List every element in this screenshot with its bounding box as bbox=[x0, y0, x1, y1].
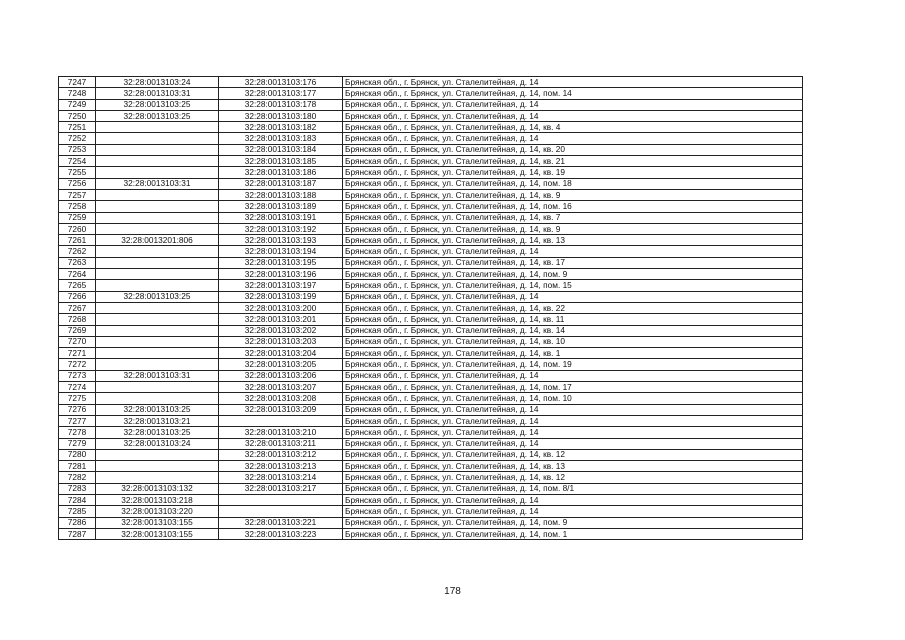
table-row bbox=[59, 438, 803, 449]
parcel-cadastral-cell bbox=[96, 472, 219, 483]
table-row bbox=[59, 189, 803, 200]
parcel-cadastral-cell bbox=[96, 156, 219, 167]
parcel-cadastral-cell bbox=[96, 269, 219, 280]
object-cadastral-cell: 32:28:0013103:204 bbox=[219, 348, 343, 359]
address-cell: Брянская обл., г. Брянск, ул. Сталелитейная, д. 14 bbox=[343, 506, 803, 517]
object-cadastral-cell: 32:28:0013103:196 bbox=[219, 269, 343, 280]
row-number-cell: 7249 bbox=[59, 99, 96, 110]
table-row bbox=[59, 472, 803, 483]
row-number-cell: 7279 bbox=[59, 438, 96, 449]
address-cell: Брянская обл., г. Брянск, ул. Сталелитейная, д. 14, кв. 7 bbox=[343, 212, 803, 223]
address-cell: Брянская обл., г. Брянск, ул. Сталелитейная, д. 14, пом. 9 bbox=[343, 517, 803, 528]
address-cell: Брянская обл., г. Брянск, ул. Сталелитейная, д. 14, кв. 17 bbox=[343, 257, 803, 268]
address-cell: Брянская обл., г. Брянск, ул. Сталелитейная, д. 14 bbox=[343, 415, 803, 426]
object-cadastral-cell: 32:28:0013103:191 bbox=[219, 212, 343, 223]
row-number-cell: 7263 bbox=[59, 257, 96, 268]
object-cadastral-cell: 32:28:0013103:195 bbox=[219, 257, 343, 268]
address-cell: Брянская обл., г. Брянск, ул. Сталелитейная, д. 14, пом. 9 bbox=[343, 269, 803, 280]
address-cell: Брянская обл., г. Брянск, ул. Сталелитейная, д. 14, кв. 13 bbox=[343, 235, 803, 246]
parcel-cadastral-cell: 32:28:0013103:31 bbox=[96, 178, 219, 189]
row-number-cell: 7264 bbox=[59, 269, 96, 280]
table-row bbox=[59, 156, 803, 167]
row-number-cell: 7276 bbox=[59, 404, 96, 415]
object-cadastral-cell: 32:28:0013103:199 bbox=[219, 291, 343, 302]
object-cadastral-cell bbox=[219, 415, 343, 426]
address-cell: Брянская обл., г. Брянск, ул. Сталелитейная, д. 14, кв. 12 bbox=[343, 449, 803, 460]
address-cell: Брянская обл., г. Брянск, ул. Сталелитейная, д. 14, кв. 20 bbox=[343, 144, 803, 155]
object-cadastral-cell bbox=[219, 494, 343, 505]
row-number-cell: 7273 bbox=[59, 370, 96, 381]
object-cadastral-cell: 32:28:0013103:176 bbox=[219, 77, 343, 88]
row-number-cell: 7258 bbox=[59, 201, 96, 212]
parcel-cadastral-cell: 32:28:0013103:218 bbox=[96, 494, 219, 505]
row-number-cell: 7261 bbox=[59, 235, 96, 246]
table-row bbox=[59, 506, 803, 517]
address-cell: Брянская обл., г. Брянск, ул. Сталелитейная, д. 14 bbox=[343, 133, 803, 144]
table-row bbox=[59, 404, 803, 415]
table-row bbox=[59, 382, 803, 393]
address-cell: Брянская обл., г. Брянск, ул. Сталелитейная, д. 14 bbox=[343, 404, 803, 415]
row-number-cell: 7285 bbox=[59, 506, 96, 517]
row-number-cell: 7250 bbox=[59, 110, 96, 121]
page-number: 178 bbox=[444, 586, 461, 597]
object-cadastral-cell: 32:28:0013103:202 bbox=[219, 325, 343, 336]
object-cadastral-cell: 32:28:0013103:214 bbox=[219, 472, 343, 483]
address-cell: Брянская обл., г. Брянск, ул. Сталелитейная, д. 14 bbox=[343, 438, 803, 449]
address-cell: Брянская обл., г. Брянск, ул. Сталелитейная, д. 14 bbox=[343, 291, 803, 302]
object-cadastral-cell: 32:28:0013103:203 bbox=[219, 336, 343, 347]
table-row bbox=[59, 461, 803, 472]
address-cell: Брянская обл., г. Брянск, ул. Сталелитейная, д. 14 bbox=[343, 494, 803, 505]
object-cadastral-cell: 32:28:0013103:194 bbox=[219, 246, 343, 257]
table-row bbox=[59, 88, 803, 99]
row-number-cell: 7265 bbox=[59, 280, 96, 291]
row-number-cell: 7251 bbox=[59, 122, 96, 133]
address-cell: Брянская обл., г. Брянск, ул. Сталелитейная, д. 14, кв. 13 bbox=[343, 461, 803, 472]
address-cell: Брянская обл., г. Брянск, ул. Сталелитейная, д. 14 bbox=[343, 370, 803, 381]
parcel-cadastral-cell bbox=[96, 223, 219, 234]
object-cadastral-cell bbox=[219, 506, 343, 517]
table-row bbox=[59, 336, 803, 347]
object-cadastral-cell: 32:28:0013103:209 bbox=[219, 404, 343, 415]
parcel-cadastral-cell: 32:28:0013103:132 bbox=[96, 483, 219, 494]
parcel-cadastral-cell bbox=[96, 133, 219, 144]
row-number-cell: 7254 bbox=[59, 156, 96, 167]
row-number-cell: 7284 bbox=[59, 494, 96, 505]
parcel-cadastral-cell: 32:28:0013103:155 bbox=[96, 528, 219, 539]
parcel-cadastral-cell bbox=[96, 167, 219, 178]
object-cadastral-cell: 32:28:0013103:205 bbox=[219, 359, 343, 370]
parcel-cadastral-cell bbox=[96, 280, 219, 291]
object-cadastral-cell: 32:28:0013103:178 bbox=[219, 99, 343, 110]
row-number-cell: 7281 bbox=[59, 461, 96, 472]
address-cell: Брянская обл., г. Брянск, ул. Сталелитейная, д. 14, пом. 10 bbox=[343, 393, 803, 404]
table-row bbox=[59, 99, 803, 110]
address-cell: Брянская обл., г. Брянск, ул. Сталелитейная, д. 14, кв. 22 bbox=[343, 302, 803, 313]
parcel-cadastral-cell bbox=[96, 348, 219, 359]
object-cadastral-cell: 32:28:0013103:208 bbox=[219, 393, 343, 404]
parcel-cadastral-cell bbox=[96, 257, 219, 268]
table-row bbox=[59, 201, 803, 212]
table-row bbox=[59, 517, 803, 528]
address-cell: Брянская обл., г. Брянск, ул. Сталелитейная, д. 14, пом. 18 bbox=[343, 178, 803, 189]
table-row bbox=[59, 133, 803, 144]
object-cadastral-cell: 32:28:0013103:223 bbox=[219, 528, 343, 539]
address-cell: Брянская обл., г. Брянск, ул. Сталелитейная, д. 14, кв. 9 bbox=[343, 189, 803, 200]
address-cell: Брянская обл., г. Брянск, ул. Сталелитейная, д. 14, кв. 21 bbox=[343, 156, 803, 167]
table-row bbox=[59, 212, 803, 223]
parcel-cadastral-cell bbox=[96, 144, 219, 155]
table-row bbox=[59, 302, 803, 313]
table-row bbox=[59, 325, 803, 336]
parcel-cadastral-cell: 32:28:0013103:24 bbox=[96, 438, 219, 449]
address-cell: Брянская обл., г. Брянск, ул. Сталелитейная, д. 14, пом. 1 bbox=[343, 528, 803, 539]
object-cadastral-cell: 32:28:0013103:206 bbox=[219, 370, 343, 381]
table-row bbox=[59, 77, 803, 88]
object-cadastral-cell: 32:28:0013103:189 bbox=[219, 201, 343, 212]
address-cell: Брянская обл., г. Брянск, ул. Сталелитейная, д. 14, пом. 16 bbox=[343, 201, 803, 212]
object-cadastral-cell: 32:28:0013103:200 bbox=[219, 302, 343, 313]
table-row bbox=[59, 348, 803, 359]
row-number-cell: 7269 bbox=[59, 325, 96, 336]
parcel-cadastral-cell bbox=[96, 212, 219, 223]
row-number-cell: 7248 bbox=[59, 88, 96, 99]
address-cell: Брянская обл., г. Брянск, ул. Сталелитейная, д. 14, пом. 17 bbox=[343, 382, 803, 393]
row-number-cell: 7252 bbox=[59, 133, 96, 144]
address-cell: Брянская обл., г. Брянск, ул. Сталелитейная, д. 14, кв. 11 bbox=[343, 314, 803, 325]
address-cell: Брянская обл., г. Брянск, ул. Сталелитейная, д. 14 bbox=[343, 427, 803, 438]
table-row bbox=[59, 280, 803, 291]
object-cadastral-cell: 32:28:0013103:192 bbox=[219, 223, 343, 234]
parcel-cadastral-cell: 32:28:0013103:220 bbox=[96, 506, 219, 517]
parcel-cadastral-cell: 32:28:0013103:25 bbox=[96, 110, 219, 121]
parcel-cadastral-cell bbox=[96, 461, 219, 472]
row-number-cell: 7260 bbox=[59, 223, 96, 234]
table-row bbox=[59, 235, 803, 246]
parcel-cadastral-cell bbox=[96, 325, 219, 336]
row-number-cell: 7266 bbox=[59, 291, 96, 302]
parcel-cadastral-cell: 32:28:0013103:25 bbox=[96, 404, 219, 415]
table-row bbox=[59, 370, 803, 381]
parcel-cadastral-cell: 32:28:0013103:25 bbox=[96, 427, 219, 438]
parcel-cadastral-cell: 32:28:0013103:155 bbox=[96, 517, 219, 528]
row-number-cell: 7271 bbox=[59, 348, 96, 359]
parcel-cadastral-cell: 32:28:0013103:31 bbox=[96, 88, 219, 99]
address-cell: Брянская обл., г. Брянск, ул. Сталелитейная, д. 14, кв. 14 bbox=[343, 325, 803, 336]
parcel-cadastral-cell: 32:28:0013201:806 bbox=[96, 235, 219, 246]
parcel-cadastral-cell bbox=[96, 122, 219, 133]
parcel-cadastral-cell bbox=[96, 246, 219, 257]
object-cadastral-cell: 32:28:0013103:182 bbox=[219, 122, 343, 133]
address-cell: Брянская обл., г. Брянск, ул. Сталелитейная, д. 14 bbox=[343, 246, 803, 257]
address-cell: Брянская обл., г. Брянск, ул. Сталелитейная, д. 14, кв. 1 bbox=[343, 348, 803, 359]
row-number-cell: 7267 bbox=[59, 302, 96, 313]
row-number-cell: 7256 bbox=[59, 178, 96, 189]
address-cell: Брянская обл., г. Брянск, ул. Сталелитейная, д. 14, кв. 10 bbox=[343, 336, 803, 347]
row-number-cell: 7274 bbox=[59, 382, 96, 393]
object-cadastral-cell: 32:28:0013103:183 bbox=[219, 133, 343, 144]
row-number-cell: 7278 bbox=[59, 427, 96, 438]
row-number-cell: 7253 bbox=[59, 144, 96, 155]
object-cadastral-cell: 32:28:0013103:201 bbox=[219, 314, 343, 325]
address-cell: Брянская обл., г. Брянск, ул. Сталелитейная, д. 14, пом. 8/1 bbox=[343, 483, 803, 494]
table-row bbox=[59, 178, 803, 189]
object-cadastral-cell: 32:28:0013103:207 bbox=[219, 382, 343, 393]
address-cell: Брянская обл., г. Брянск, ул. Сталелитейная, д. 14 bbox=[343, 110, 803, 121]
address-cell: Брянская обл., г. Брянск, ул. Сталелитейная, д. 14, кв. 19 bbox=[343, 167, 803, 178]
object-cadastral-cell: 32:28:0013103:177 bbox=[219, 88, 343, 99]
parcel-cadastral-cell bbox=[96, 359, 219, 370]
parcel-cadastral-cell bbox=[96, 336, 219, 347]
object-cadastral-cell: 32:28:0013103:221 bbox=[219, 517, 343, 528]
object-cadastral-cell: 32:28:0013103:180 bbox=[219, 110, 343, 121]
row-number-cell: 7255 bbox=[59, 167, 96, 178]
parcel-cadastral-cell bbox=[96, 302, 219, 313]
parcel-cadastral-cell: 32:28:0013103:25 bbox=[96, 291, 219, 302]
table-row bbox=[59, 415, 803, 426]
row-number-cell: 7259 bbox=[59, 212, 96, 223]
address-cell: Брянская обл., г. Брянск, ул. Сталелитейная, д. 14, пом. 19 bbox=[343, 359, 803, 370]
row-number-cell: 7268 bbox=[59, 314, 96, 325]
object-cadastral-cell: 32:28:0013103:217 bbox=[219, 483, 343, 494]
table-row bbox=[59, 246, 803, 257]
parcel-cadastral-cell: 32:28:0013103:24 bbox=[96, 77, 219, 88]
row-number-cell: 7277 bbox=[59, 415, 96, 426]
row-number-cell: 7283 bbox=[59, 483, 96, 494]
row-number-cell: 7270 bbox=[59, 336, 96, 347]
object-cadastral-cell: 32:28:0013103:188 bbox=[219, 189, 343, 200]
table-row bbox=[59, 528, 803, 539]
object-cadastral-cell: 32:28:0013103:210 bbox=[219, 427, 343, 438]
row-number-cell: 7272 bbox=[59, 359, 96, 370]
parcel-cadastral-cell bbox=[96, 382, 219, 393]
table-row bbox=[59, 291, 803, 302]
table-row bbox=[59, 122, 803, 133]
address-cell: Брянская обл., г. Брянск, ул. Сталелитейная, д. 14, кв. 4 bbox=[343, 122, 803, 133]
table-row bbox=[59, 110, 803, 121]
parcel-cadastral-cell bbox=[96, 201, 219, 212]
parcel-cadastral-cell bbox=[96, 314, 219, 325]
row-number-cell: 7275 bbox=[59, 393, 96, 404]
row-number-cell: 7280 bbox=[59, 449, 96, 460]
table-row bbox=[59, 494, 803, 505]
object-cadastral-cell: 32:28:0013103:211 bbox=[219, 438, 343, 449]
row-number-cell: 7287 bbox=[59, 528, 96, 539]
object-cadastral-cell: 32:28:0013103:186 bbox=[219, 167, 343, 178]
object-cadastral-cell: 32:28:0013103:184 bbox=[219, 144, 343, 155]
address-cell: Брянская обл., г. Брянск, ул. Сталелитейная, д. 14 bbox=[343, 99, 803, 110]
address-cell: Брянская обл., г. Брянск, ул. Сталелитейная, д. 14, кв. 9 bbox=[343, 223, 803, 234]
table-row bbox=[59, 144, 803, 155]
object-cadastral-cell: 32:28:0013103:193 bbox=[219, 235, 343, 246]
table-row bbox=[59, 427, 803, 438]
row-number-cell: 7257 bbox=[59, 189, 96, 200]
table-row bbox=[59, 393, 803, 404]
row-number-cell: 7262 bbox=[59, 246, 96, 257]
parcel-cadastral-cell bbox=[96, 393, 219, 404]
parcel-cadastral-cell bbox=[96, 449, 219, 460]
parcel-cadastral-cell: 32:28:0013103:21 bbox=[96, 415, 219, 426]
object-cadastral-cell: 32:28:0013103:187 bbox=[219, 178, 343, 189]
object-cadastral-cell: 32:28:0013103:213 bbox=[219, 461, 343, 472]
table-row bbox=[59, 483, 803, 494]
table-row bbox=[59, 269, 803, 280]
table-row bbox=[59, 257, 803, 268]
parcel-cadastral-cell: 32:28:0013103:25 bbox=[96, 99, 219, 110]
table-row bbox=[59, 359, 803, 370]
address-cell: Брянская обл., г. Брянск, ул. Сталелитейная, д. 14, пом. 14 bbox=[343, 88, 803, 99]
row-number-cell: 7247 bbox=[59, 77, 96, 88]
object-cadastral-cell: 32:28:0013103:197 bbox=[219, 280, 343, 291]
object-cadastral-cell: 32:28:0013103:185 bbox=[219, 156, 343, 167]
table-row bbox=[59, 167, 803, 178]
row-number-cell: 7282 bbox=[59, 472, 96, 483]
object-cadastral-cell: 32:28:0013103:212 bbox=[219, 449, 343, 460]
registry-table-body bbox=[59, 77, 803, 540]
parcel-cadastral-cell: 32:28:0013103:31 bbox=[96, 370, 219, 381]
address-cell: Брянская обл., г. Брянск, ул. Сталелитейная, д. 14, пом. 15 bbox=[343, 280, 803, 291]
address-cell: Брянская обл., г. Брянск, ул. Сталелитейная, д. 14, кв. 12 bbox=[343, 472, 803, 483]
parcel-cadastral-cell bbox=[96, 189, 219, 200]
address-cell: Брянская обл., г. Брянск, ул. Сталелитейная, д. 14 bbox=[343, 77, 803, 88]
row-number-cell: 7286 bbox=[59, 517, 96, 528]
table-row bbox=[59, 223, 803, 234]
registry-table bbox=[58, 76, 803, 540]
table-row bbox=[59, 449, 803, 460]
table-row bbox=[59, 314, 803, 325]
